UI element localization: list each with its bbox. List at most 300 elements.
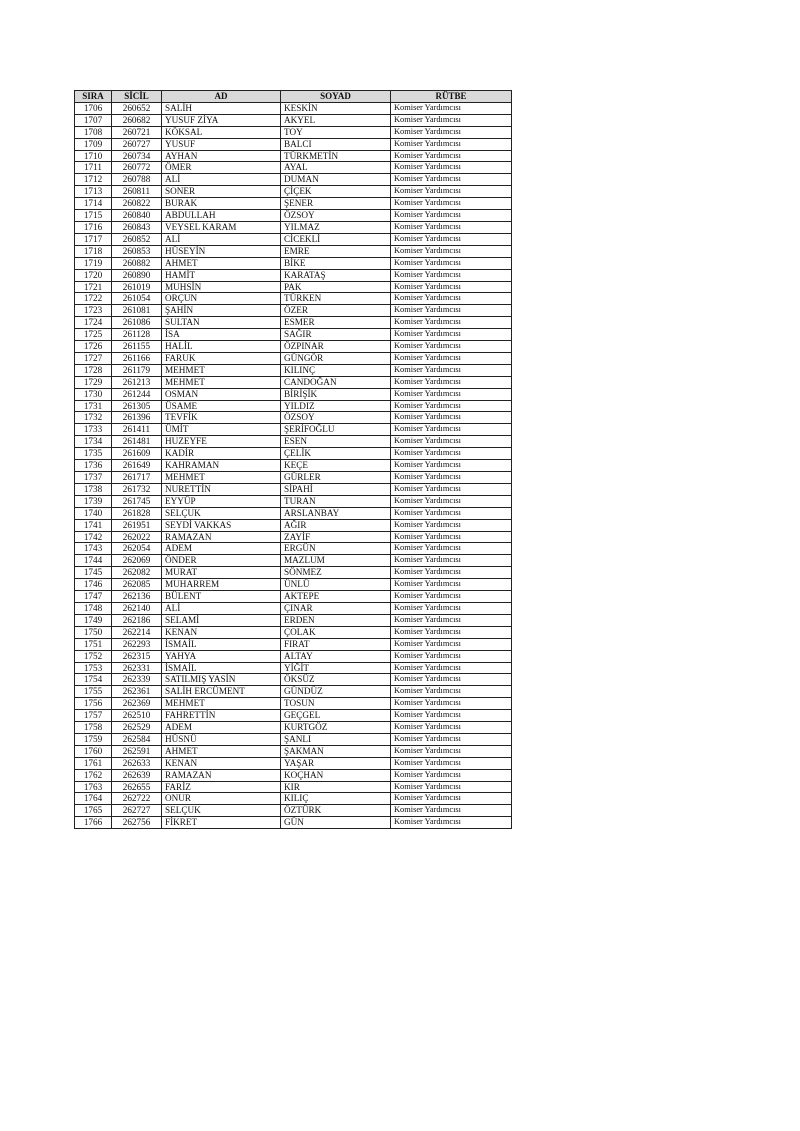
cell-rutbe: Komiser Yardımcısı (391, 555, 512, 567)
cell-ad: TEVFİK (162, 412, 281, 424)
cell-ad: FAHRETTİN (162, 710, 281, 722)
cell-sicil: 261732 (112, 483, 162, 495)
cell-sicil: 262339 (112, 674, 162, 686)
cell-soyad: ARSLANBAY (281, 507, 391, 519)
cell-sicil: 261155 (112, 341, 162, 353)
cell-ad: ABDULLAH (162, 210, 281, 222)
cell-ad: ŞAHİN (162, 305, 281, 317)
cell-sicil: 262331 (112, 662, 162, 674)
cell-soyad: GEÇGEL (281, 710, 391, 722)
cell-sicil: 260772 (112, 162, 162, 174)
cell-soyad: ESEN (281, 436, 391, 448)
cell-soyad: ÇOLAK (281, 626, 391, 638)
table-row (75, 233, 512, 245)
cell-ad: MURAT (162, 567, 281, 579)
cell-rutbe: Komiser Yardımcısı (391, 162, 512, 174)
cell-rutbe: Komiser Yardımcısı (391, 472, 512, 484)
header-ad: AD (162, 91, 281, 103)
cell-soyad: KURTGÖZ (281, 722, 391, 734)
cell-sira: 1766 (75, 817, 112, 829)
cell-soyad: TÜRKMETİN (281, 150, 391, 162)
cell-ad: YUSUF ZİYA (162, 114, 281, 126)
cell-sicil: 262584 (112, 733, 162, 745)
cell-soyad: SÖNMEZ (281, 567, 391, 579)
cell-rutbe: Komiser Yardımcısı (391, 114, 512, 126)
cell-sira: 1730 (75, 388, 112, 400)
cell-rutbe: Komiser Yardımcısı (391, 436, 512, 448)
cell-sira: 1733 (75, 424, 112, 436)
cell-sira: 1713 (75, 186, 112, 198)
cell-rutbe: Komiser Yardımcısı (391, 591, 512, 603)
cell-sicil: 261481 (112, 436, 162, 448)
cell-sira: 1724 (75, 317, 112, 329)
cell-sira: 1753 (75, 662, 112, 674)
cell-sira: 1718 (75, 245, 112, 257)
cell-rutbe: Komiser Yardımcısı (391, 210, 512, 222)
cell-rutbe: Komiser Yardımcısı (391, 745, 512, 757)
cell-ad: NURETTİN (162, 483, 281, 495)
cell-sira: 1737 (75, 472, 112, 484)
cell-rutbe: Komiser Yardımcısı (391, 150, 512, 162)
cell-sicil: 260721 (112, 126, 162, 138)
cell-soyad: TURAN (281, 495, 391, 507)
cell-soyad: ÇİÇEK (281, 186, 391, 198)
cell-rutbe: Komiser Yardımcısı (391, 710, 512, 722)
cell-rutbe: Komiser Yardımcısı (391, 412, 512, 424)
cell-sicil: 260852 (112, 233, 162, 245)
cell-soyad: ŞANLI (281, 733, 391, 745)
cell-sira: 1757 (75, 710, 112, 722)
cell-sira: 1714 (75, 198, 112, 210)
cell-soyad: KILIÇ (281, 793, 391, 805)
cell-sicil: 261244 (112, 388, 162, 400)
table-row (75, 793, 512, 805)
cell-ad: SALİH (162, 102, 281, 114)
cell-sira: 1709 (75, 138, 112, 150)
cell-sira: 1763 (75, 781, 112, 793)
table-row (75, 198, 512, 210)
cell-soyad: KILINÇ (281, 364, 391, 376)
cell-sira: 1755 (75, 686, 112, 698)
cell-ad: MEHMET (162, 364, 281, 376)
cell-sicil: 261609 (112, 448, 162, 460)
cell-soyad: SİPAHİ (281, 483, 391, 495)
table-row (75, 329, 512, 341)
cell-sira: 1732 (75, 412, 112, 424)
cell-soyad: KOÇHAN (281, 769, 391, 781)
cell-rutbe: Komiser Yardımcısı (391, 781, 512, 793)
cell-sira: 1734 (75, 436, 112, 448)
cell-ad: ADEM (162, 722, 281, 734)
cell-sira: 1728 (75, 364, 112, 376)
cell-ad: AYHAN (162, 150, 281, 162)
cell-sicil: 262085 (112, 579, 162, 591)
cell-sicil: 261396 (112, 412, 162, 424)
cell-rutbe: Komiser Yardımcısı (391, 805, 512, 817)
table-row (75, 388, 512, 400)
cell-rutbe: Komiser Yardımcısı (391, 614, 512, 626)
cell-rutbe: Komiser Yardımcısı (391, 638, 512, 650)
cell-sira: 1725 (75, 329, 112, 341)
header-row (75, 91, 512, 103)
cell-ad: HUZEYFE (162, 436, 281, 448)
table-row (75, 817, 512, 829)
cell-rutbe: Komiser Yardımcısı (391, 543, 512, 555)
table-row (75, 245, 512, 257)
cell-sira: 1754 (75, 674, 112, 686)
cell-sira: 1735 (75, 448, 112, 460)
cell-sicil: 261305 (112, 400, 162, 412)
cell-soyad: TOSUN (281, 698, 391, 710)
cell-sicil: 260840 (112, 210, 162, 222)
cell-sicil: 262633 (112, 757, 162, 769)
table-row (75, 114, 512, 126)
cell-sira: 1765 (75, 805, 112, 817)
cell-sira: 1717 (75, 233, 112, 245)
cell-rutbe: Komiser Yardımcısı (391, 341, 512, 353)
cell-sira: 1762 (75, 769, 112, 781)
cell-sira: 1727 (75, 352, 112, 364)
cell-ad: EYYÜP (162, 495, 281, 507)
cell-sicil: 262136 (112, 591, 162, 603)
table-row (75, 424, 512, 436)
cell-soyad: AĞIR (281, 519, 391, 531)
cell-soyad: CİCEKLİ (281, 233, 391, 245)
cell-ad: KAHRAMAN (162, 460, 281, 472)
cell-sira: 1747 (75, 591, 112, 603)
cell-rutbe: Komiser Yardımcısı (391, 733, 512, 745)
table-row (75, 519, 512, 531)
cell-rutbe: Komiser Yardımcısı (391, 186, 512, 198)
cell-sicil: 262069 (112, 555, 162, 567)
cell-sicil: 262315 (112, 650, 162, 662)
table-row (75, 567, 512, 579)
cell-soyad: ÇINAR (281, 602, 391, 614)
cell-rutbe: Komiser Yardımcısı (391, 221, 512, 233)
table-row (75, 710, 512, 722)
table-row (75, 769, 512, 781)
cell-rutbe: Komiser Yardımcısı (391, 257, 512, 269)
cell-rutbe: Komiser Yardımcısı (391, 698, 512, 710)
cell-sicil: 260890 (112, 269, 162, 281)
cell-sicil: 262369 (112, 698, 162, 710)
cell-soyad: ÖZPINAR (281, 341, 391, 353)
cell-ad: İSMAİL (162, 662, 281, 674)
cell-sicil: 261213 (112, 376, 162, 388)
cell-sicil: 262082 (112, 567, 162, 579)
cell-sira: 1748 (75, 602, 112, 614)
cell-sira: 1723 (75, 305, 112, 317)
table-body (75, 102, 512, 828)
table-row (75, 400, 512, 412)
cell-sira: 1746 (75, 579, 112, 591)
cell-ad: AHMET (162, 745, 281, 757)
cell-ad: SULTAN (162, 317, 281, 329)
cell-soyad: GÜN (281, 817, 391, 829)
cell-soyad: KESKİN (281, 102, 391, 114)
cell-sira: 1736 (75, 460, 112, 472)
cell-sicil: 260882 (112, 257, 162, 269)
cell-ad: AHMET (162, 257, 281, 269)
cell-rutbe: Komiser Yardımcısı (391, 305, 512, 317)
cell-sira: 1719 (75, 257, 112, 269)
table-row (75, 686, 512, 698)
cell-sira: 1761 (75, 757, 112, 769)
cell-ad: OSMAN (162, 388, 281, 400)
cell-sira: 1729 (75, 376, 112, 388)
cell-sicil: 262510 (112, 710, 162, 722)
cell-ad: SONER (162, 186, 281, 198)
personnel-table (74, 90, 512, 829)
cell-ad: BÜLENT (162, 591, 281, 603)
cell-soyad: ŞERİFOĞLU (281, 424, 391, 436)
table-row (75, 352, 512, 364)
table-row (75, 626, 512, 638)
cell-ad: ALİ (162, 233, 281, 245)
table-row (75, 138, 512, 150)
cell-sicil: 261411 (112, 424, 162, 436)
cell-rutbe: Komiser Yardımcısı (391, 174, 512, 186)
cell-sira: 1742 (75, 531, 112, 543)
cell-rutbe: Komiser Yardımcısı (391, 400, 512, 412)
cell-sira: 1758 (75, 722, 112, 734)
cell-ad: SELÇUK (162, 507, 281, 519)
table-row (75, 460, 512, 472)
table-row (75, 269, 512, 281)
cell-soyad: CANDOĞAN (281, 376, 391, 388)
cell-sicil: 261081 (112, 305, 162, 317)
cell-rutbe: Komiser Yardımcısı (391, 757, 512, 769)
cell-ad: ALİ (162, 602, 281, 614)
table-row (75, 376, 512, 388)
cell-sicil: 262655 (112, 781, 162, 793)
header-sicil: SİCİL (112, 91, 162, 103)
header-sira: SIRA (75, 91, 112, 103)
cell-soyad: ÖKSÜZ (281, 674, 391, 686)
table-row (75, 662, 512, 674)
cell-ad: MEHMET (162, 376, 281, 388)
cell-sicil: 260843 (112, 221, 162, 233)
cell-sicil: 262214 (112, 626, 162, 638)
table-row (75, 364, 512, 376)
cell-sira: 1722 (75, 293, 112, 305)
table-row (75, 733, 512, 745)
cell-soyad: YİĞİT (281, 662, 391, 674)
cell-rutbe: Komiser Yardımcısı (391, 388, 512, 400)
cell-sira: 1731 (75, 400, 112, 412)
cell-ad: MUHARREM (162, 579, 281, 591)
cell-sira: 1744 (75, 555, 112, 567)
table-header (75, 91, 512, 103)
cell-sicil: 262361 (112, 686, 162, 698)
cell-rutbe: Komiser Yardımcısı (391, 531, 512, 543)
cell-rutbe: Komiser Yardımcısı (391, 662, 512, 674)
cell-rutbe: Komiser Yardımcısı (391, 567, 512, 579)
cell-rutbe: Komiser Yardımcısı (391, 281, 512, 293)
cell-ad: HÜSEYİN (162, 245, 281, 257)
cell-rutbe: Komiser Yardımcısı (391, 519, 512, 531)
cell-ad: ÜMİT (162, 424, 281, 436)
cell-sicil: 262054 (112, 543, 162, 555)
cell-sicil: 260853 (112, 245, 162, 257)
table-row (75, 555, 512, 567)
cell-rutbe: Komiser Yardımcısı (391, 102, 512, 114)
table-row (75, 412, 512, 424)
cell-sicil: 261179 (112, 364, 162, 376)
table-row (75, 436, 512, 448)
cell-ad: RAMAZAN (162, 531, 281, 543)
cell-rutbe: Komiser Yardımcısı (391, 293, 512, 305)
cell-rutbe: Komiser Yardımcısı (391, 483, 512, 495)
cell-sira: 1707 (75, 114, 112, 126)
table-row (75, 722, 512, 734)
cell-sicil: 262591 (112, 745, 162, 757)
cell-sicil: 261745 (112, 495, 162, 507)
cell-rutbe: Komiser Yardımcısı (391, 269, 512, 281)
cell-rutbe: Komiser Yardımcısı (391, 793, 512, 805)
cell-sicil: 261717 (112, 472, 162, 484)
table-row (75, 472, 512, 484)
cell-sira: 1738 (75, 483, 112, 495)
cell-sira: 1740 (75, 507, 112, 519)
cell-soyad: GÜNGÖR (281, 352, 391, 364)
cell-sicil: 260682 (112, 114, 162, 126)
cell-soyad: ERDEN (281, 614, 391, 626)
cell-rutbe: Komiser Yardımcısı (391, 769, 512, 781)
cell-soyad: EMRE (281, 245, 391, 257)
cell-soyad: ÖZTÜRK (281, 805, 391, 817)
cell-sira: 1752 (75, 650, 112, 662)
cell-ad: KENAN (162, 757, 281, 769)
cell-sira: 1706 (75, 102, 112, 114)
cell-ad: KÖKSAL (162, 126, 281, 138)
cell-soyad: YAŞAR (281, 757, 391, 769)
cell-soyad: TÜRKEN (281, 293, 391, 305)
cell-soyad: KIR (281, 781, 391, 793)
table-row (75, 174, 512, 186)
cell-ad: FARİZ (162, 781, 281, 793)
table-row (75, 317, 512, 329)
cell-sira: 1715 (75, 210, 112, 222)
cell-ad: KENAN (162, 626, 281, 638)
cell-rutbe: Komiser Yardımcısı (391, 650, 512, 662)
cell-soyad: ÇELİK (281, 448, 391, 460)
cell-soyad: ÖZSOY (281, 412, 391, 424)
cell-sira: 1745 (75, 567, 112, 579)
cell-ad: İSMAİL (162, 638, 281, 650)
cell-soyad: ZAYİF (281, 531, 391, 543)
header-soyad: SOYAD (281, 91, 391, 103)
cell-sicil: 261828 (112, 507, 162, 519)
cell-soyad: AYAL (281, 162, 391, 174)
cell-sira: 1726 (75, 341, 112, 353)
cell-sira: 1716 (75, 221, 112, 233)
cell-soyad: AKTEPE (281, 591, 391, 603)
table-row (75, 341, 512, 353)
table-row (75, 162, 512, 174)
cell-soyad: AKYEL (281, 114, 391, 126)
table-row (75, 483, 512, 495)
cell-rutbe: Komiser Yardımcısı (391, 602, 512, 614)
cell-ad: HÜSNÜ (162, 733, 281, 745)
cell-sicil: 261054 (112, 293, 162, 305)
cell-sira: 1721 (75, 281, 112, 293)
cell-ad: KADİR (162, 448, 281, 460)
cell-sicil: 262140 (112, 602, 162, 614)
cell-ad: SATILMIŞ YASİN (162, 674, 281, 686)
table-row (75, 579, 512, 591)
cell-soyad: YILDIZ (281, 400, 391, 412)
cell-rutbe: Komiser Yardımcısı (391, 626, 512, 638)
cell-soyad: GÜNDÜZ (281, 686, 391, 698)
cell-ad: SELAMİ (162, 614, 281, 626)
table-row (75, 186, 512, 198)
cell-ad: YAHYA (162, 650, 281, 662)
cell-ad: SALİH ERCÜMENT (162, 686, 281, 698)
cell-ad: MEHMET (162, 472, 281, 484)
table-row (75, 602, 512, 614)
cell-ad: ADEM (162, 543, 281, 555)
cell-rutbe: Komiser Yardımcısı (391, 317, 512, 329)
cell-soyad: ÜNLÜ (281, 579, 391, 591)
table-row (75, 614, 512, 626)
table-row (75, 745, 512, 757)
cell-rutbe: Komiser Yardımcısı (391, 352, 512, 364)
cell-soyad: DUMAN (281, 174, 391, 186)
cell-rutbe: Komiser Yardımcısı (391, 364, 512, 376)
cell-soyad: ÖZSOY (281, 210, 391, 222)
table-row (75, 150, 512, 162)
table-row (75, 495, 512, 507)
table-row (75, 757, 512, 769)
cell-sira: 1759 (75, 733, 112, 745)
table-row (75, 698, 512, 710)
cell-rutbe: Komiser Yardımcısı (391, 198, 512, 210)
table-row (75, 781, 512, 793)
cell-sira: 1720 (75, 269, 112, 281)
table-row (75, 674, 512, 686)
cell-soyad: YILMAZ (281, 221, 391, 233)
cell-soyad: ŞENER (281, 198, 391, 210)
table-row (75, 281, 512, 293)
cell-sira: 1708 (75, 126, 112, 138)
cell-sicil: 260788 (112, 174, 162, 186)
cell-sira: 1712 (75, 174, 112, 186)
cell-sicil: 262186 (112, 614, 162, 626)
cell-sira: 1751 (75, 638, 112, 650)
cell-ad: FİKRET (162, 817, 281, 829)
table-row (75, 638, 512, 650)
table-row (75, 507, 512, 519)
cell-ad: İSA (162, 329, 281, 341)
cell-sicil: 260734 (112, 150, 162, 162)
cell-sira: 1749 (75, 614, 112, 626)
cell-ad: HALİL (162, 341, 281, 353)
cell-sicil: 262756 (112, 817, 162, 829)
header-rutbe: RÜTBE (391, 91, 512, 103)
cell-rutbe: Komiser Yardımcısı (391, 460, 512, 472)
cell-ad: SEYDİ VAKKAS (162, 519, 281, 531)
cell-sicil: 262022 (112, 531, 162, 543)
cell-rutbe: Komiser Yardımcısı (391, 424, 512, 436)
cell-sira: 1741 (75, 519, 112, 531)
cell-rutbe: Komiser Yardımcısı (391, 579, 512, 591)
table-row (75, 305, 512, 317)
cell-sira: 1743 (75, 543, 112, 555)
cell-rutbe: Komiser Yardımcısı (391, 722, 512, 734)
cell-rutbe: Komiser Yardımcısı (391, 126, 512, 138)
cell-sicil: 260727 (112, 138, 162, 150)
